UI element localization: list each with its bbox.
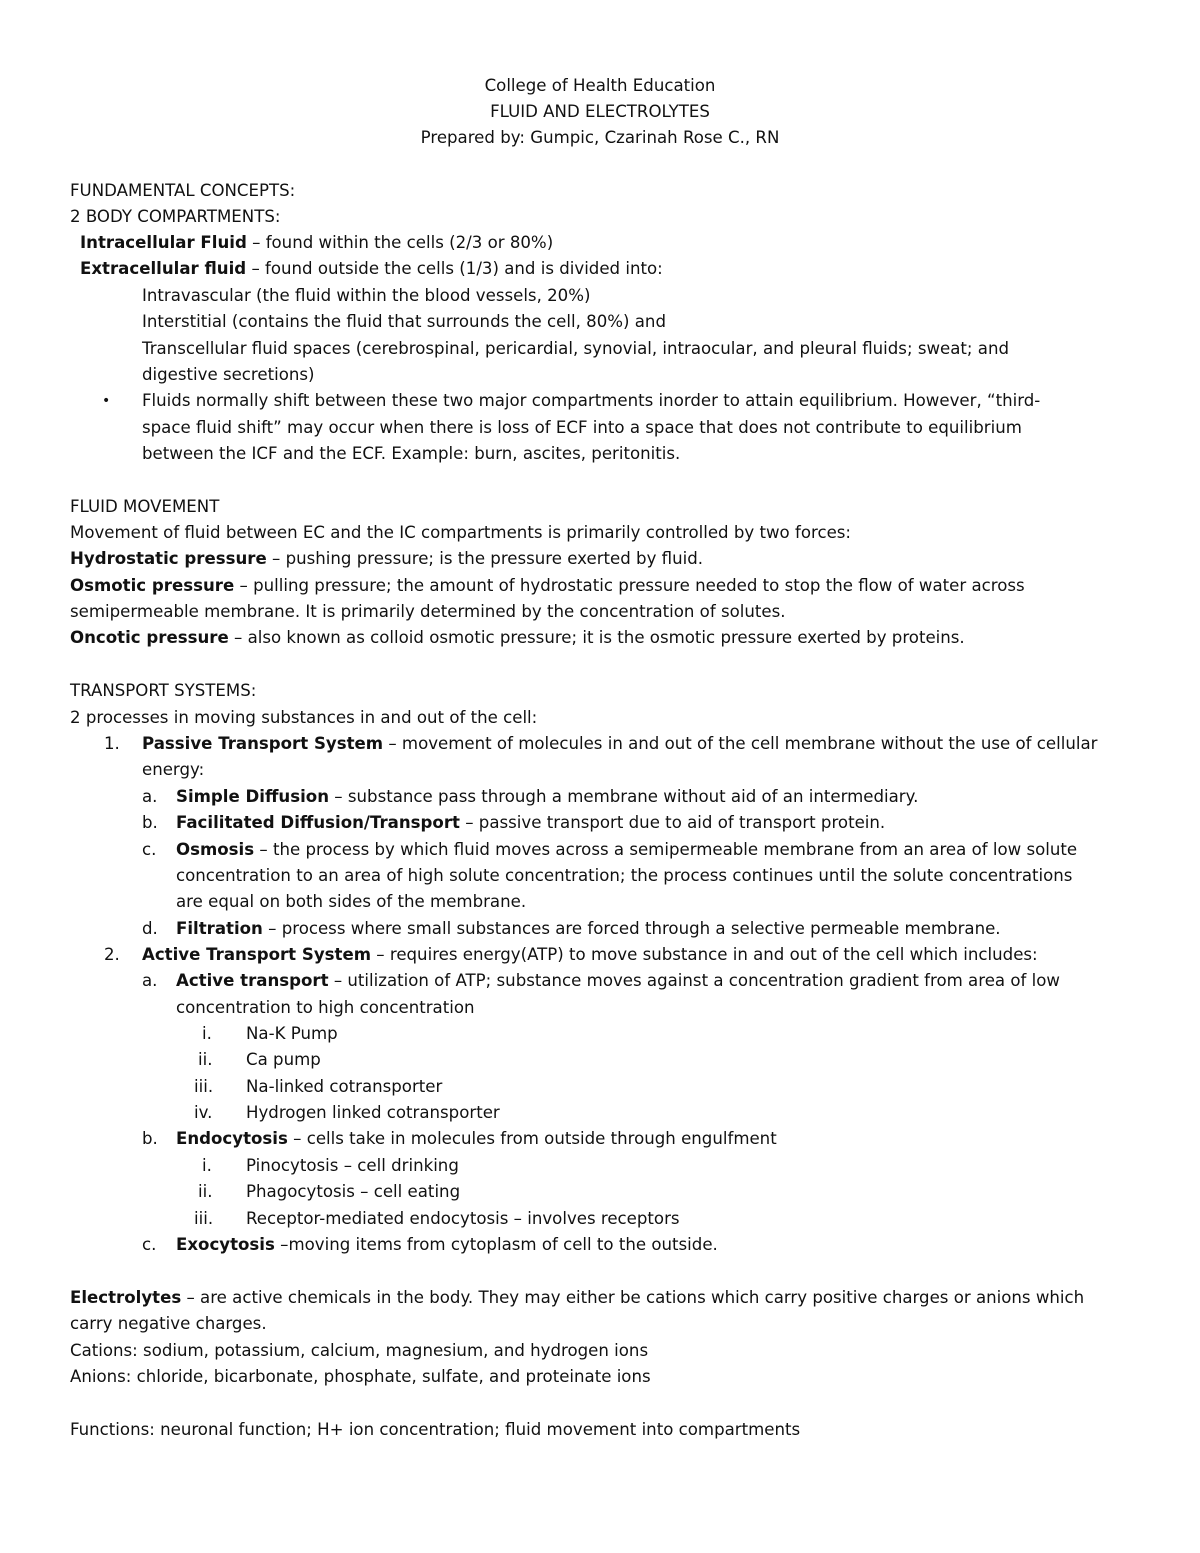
osmosis-term: Osmosis [176, 840, 255, 859]
passive-transport-text: – movement of molecules in and out of the cell membrane without the use of cellular [383, 734, 1098, 753]
third-space-note-2: space fluid shift” may occur when there is loss of ECF into a space that does not contribute to equilibrium [142, 418, 1022, 437]
endocytosis-term: Endocytosis [176, 1129, 288, 1148]
section-heading-fluid-movement: FLUID MOVEMENT [70, 497, 220, 516]
osmotic-pressure-line-2: semipermeable membrane. It is primarily determined by the concentration of solutes. [70, 602, 786, 621]
icf-definition [80, 233, 553, 253]
list-letter: a. [142, 787, 158, 806]
filtration-text: – process where small substances are forced through a selective permeable membrane. [262, 919, 1001, 938]
active-transport-line-2: concentration to high concentration [176, 998, 475, 1017]
section-heading-fundamentals: FUNDAMENTAL CONCEPTS: [70, 181, 296, 200]
electrolytes-line-2: carry negative charges. [70, 1314, 267, 1333]
institution-name: College of Health Education [484, 76, 716, 95]
electrolytes-line [70, 1288, 1084, 1308]
body-compartments-heading: 2 BODY COMPARTMENTS: [70, 207, 281, 226]
osmosis-text: – the process by which fluid moves across a semipermeable membrane from an area of low solute [254, 840, 1078, 859]
section-heading-transport: TRANSPORT SYSTEMS: [70, 681, 257, 700]
passive-transport-line-2: energy: [142, 760, 205, 779]
osmosis-line-2: concentration to an area of high solute concentration; the process continues until the solute concentrations [176, 866, 1073, 885]
interstitial-line: Interstitial (contains the fluid that surrounds the cell, 80%) and [142, 312, 666, 331]
osmotic-term: Osmotic pressure [70, 576, 235, 595]
active-transport-system-text: – requires energy(ATP) to move substance in and out of the cell which includes: [371, 945, 1038, 964]
hydrostatic-text: – pushing pressure; is the pressure exerted by fluid. [266, 549, 704, 568]
hydrostatic-term: Hydrostatic pressure [70, 549, 267, 568]
list-roman: iii. [194, 1209, 214, 1228]
receptor-mediated-item: Receptor-mediated endocytosis – involves receptors [246, 1209, 680, 1228]
osmotic-pressure-line [70, 576, 1025, 596]
transcellular-line: Transcellular fluid spaces (cerebrospinal, pericardial, synovial, intraocular, and pleural fluids; sweat; and [142, 339, 1010, 358]
active-transport-text: – utilization of ATP; substance moves against a concentration gradient from area of low [328, 971, 1060, 990]
fluid-movement-intro: Movement of fluid between EC and the IC compartments is primarily controlled by two forces: [70, 523, 852, 542]
exocytosis-text: –moving items from cytoplasm of cell to the outside. [274, 1235, 718, 1254]
anions-line: Anions: chloride, bicarbonate, phosphate, sulfate, and proteinate ions [70, 1367, 651, 1386]
list-number: 2. [104, 945, 120, 964]
list-letter: b. [142, 813, 158, 832]
prepared-by: Prepared by: Gumpic, Czarinah Rose C., RN [420, 128, 780, 147]
endocytosis-text: – cells take in molecules from outside through engulfment [287, 1129, 777, 1148]
facilitated-diffusion-line [176, 813, 885, 833]
list-roman: i. [202, 1156, 212, 1175]
ecf-term: Extracellular fluid [80, 259, 247, 278]
passive-transport-line [142, 734, 1097, 754]
active-transport-term: Active transport [176, 971, 329, 990]
passive-transport-term: Passive Transport System [142, 734, 384, 753]
oncotic-pressure-line [70, 628, 965, 648]
list-letter: c. [142, 1235, 157, 1254]
icf-text: – found within the cells (2/3 or 80%) [246, 233, 554, 252]
list-roman: ii. [198, 1050, 213, 1069]
list-number: 1. [104, 734, 120, 753]
intravascular-line: Intravascular (the fluid within the blood vessels, 20%) [142, 286, 591, 305]
third-space-note: Fluids normally shift between these two major compartments inorder to attain equilibrium. However, “third- [142, 391, 1041, 410]
facilitated-diffusion-term: Facilitated Diffusion/Transport [176, 813, 460, 832]
pinocytosis-item: Pinocytosis – cell drinking [246, 1156, 459, 1175]
simple-diffusion-line [176, 787, 918, 807]
hydrostatic-pressure-line [70, 549, 703, 569]
transcellular-line-2: digestive secretions) [142, 365, 315, 384]
exocytosis-term: Exocytosis [176, 1235, 275, 1254]
third-space-note-3: between the ICF and the ECF. Example: burn, ascites, peritonitis. [142, 444, 681, 463]
ecf-definition [80, 259, 663, 279]
endocytosis-line [176, 1129, 777, 1149]
osmotic-text: – pulling pressure; the amount of hydrostatic pressure needed to stop the flow of water across [234, 576, 1025, 595]
list-letter: a. [142, 971, 158, 990]
filtration-term: Filtration [176, 919, 263, 938]
list-roman: ii. [198, 1182, 213, 1201]
exocytosis-line [176, 1235, 718, 1255]
list-letter: d. [142, 919, 158, 938]
na-linked-item: Na-linked cotransporter [246, 1077, 443, 1096]
active-transport-line [176, 971, 1060, 991]
list-roman: i. [202, 1024, 212, 1043]
list-letter: b. [142, 1129, 158, 1148]
phagocytosis-item: Phagocytosis – cell eating [246, 1182, 461, 1201]
simple-diffusion-term: Simple Diffusion [176, 787, 330, 806]
electrolytes-text: – are active chemicals in the body. They may either be cations which carry positive charges or anions which [181, 1288, 1085, 1307]
list-letter: c. [142, 840, 157, 859]
ecf-text: – found outside the cells (1/3) and is divided into: [246, 259, 663, 278]
na-k-pump-item: Na-K Pump [246, 1024, 338, 1043]
osmosis-line [176, 840, 1077, 860]
hydrogen-linked-item: Hydrogen linked cotransporter [246, 1103, 500, 1122]
icf-term: Intracellular Fluid [80, 233, 247, 252]
simple-diffusion-text: – substance pass through a membrane without aid of an intermediary. [329, 787, 919, 806]
active-transport-system-line [142, 945, 1038, 965]
list-roman: iv. [194, 1103, 213, 1122]
osmosis-line-3: are equal on both sides of the membrane. [176, 892, 527, 911]
ca-pump-item: Ca pump [246, 1050, 321, 1069]
oncotic-term: Oncotic pressure [70, 628, 229, 647]
document-title: FLUID AND ELECTROLYTES [490, 102, 710, 121]
electrolytes-term: Electrolytes [70, 1288, 182, 1307]
functions-line: Functions: neuronal function; H+ ion concentration; fluid movement into compartments [70, 1420, 801, 1439]
facilitated-diffusion-text: – passive transport due to aid of transport protein. [459, 813, 886, 832]
list-roman: iii. [194, 1077, 214, 1096]
cations-line: Cations: sodium, potassium, calcium, magnesium, and hydrogen ions [70, 1341, 649, 1360]
active-transport-system-term: Active Transport System [142, 945, 372, 964]
bullet-icon: • [102, 393, 111, 409]
filtration-line [176, 919, 1001, 939]
oncotic-text: – also known as colloid osmotic pressure; it is the osmotic pressure exerted by proteins. [228, 628, 965, 647]
transport-intro: 2 processes in moving substances in and out of the cell: [70, 708, 538, 727]
